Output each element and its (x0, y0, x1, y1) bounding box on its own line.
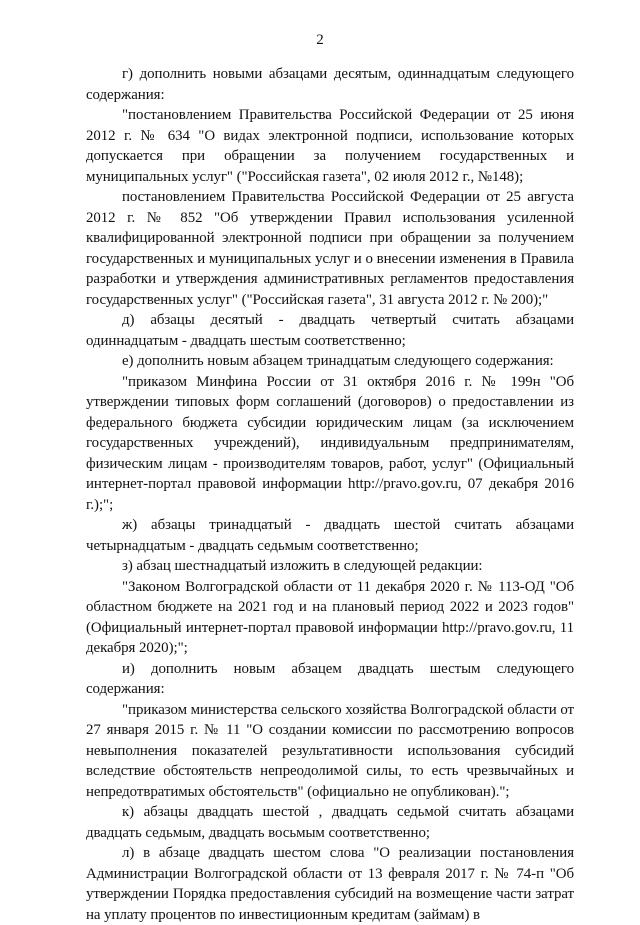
paragraph-amendment-g: г) дополнить новыми абзацами десятым, одиннадцатым следующего содержания: (86, 66, 574, 103)
paragraph-amendment-i: и) дополнить новым абзацем двадцать шестым следующего содержания: (86, 660, 574, 697)
paragraph-amendment-zh: ж) абзацы тринадцатый - двадцать шестой считать абзацами четырнадцатым - двадцать седьмым соответственно; (86, 517, 574, 554)
paragraph-amendment-l: л) в абзаце двадцать шестом слова "О реализации постановления Администрации Волгоградской области от 13 февраля 2017 г. № 74-п "Об утверждении Порядка предоставления субсидий на возмещение части затрат на уплату процентов по инвестиционным кредитам (займам) в (86, 845, 574, 923)
document-body (86, 64, 574, 925)
paragraph-amendment-k: к) абзацы двадцать шестой , двадцать седьмой считать абзацами двадцать седьмым, двадцать восьмым соответственно; (86, 804, 574, 841)
paragraph-quote-order-199n: "приказом Минфина России от 31 октября 2016 г. № 199н "Об утверждении типовых форм соглашений (договоров) о предоставлении из федерального бюджета субсидии юридическим лицам (за исключением государственных учреждений), индивидуальным предпринимателям, физическим лицам - производителям товаров, работ, услуг" (Официальный интернет-портал правовой информации http://pravo.gov.ru, 07 декабря 2016 г.);"; (86, 373, 574, 513)
page-number: 2 (316, 32, 324, 48)
paragraph-amendment-z: з) абзац шестнадцатый изложить в следующей редакции: (122, 558, 483, 574)
paragraph-quote-decree-634: "постановлением Правительства Российской Федерации от 25 июня 2012 г. № 634 "О видах электронной подписи, использование которых допускается при обращении за получением государственных и муниципальных услуг" ("Российская газета", 02 июля 2012 г., №148); (86, 107, 574, 185)
paragraph-amendment-d: д) абзацы десятый - двадцать четвертый считать абзацами одиннадцатым - двадцать шестым соответственно; (86, 312, 574, 349)
paragraph-quote-law-113-od: "Законом Волгоградской области от 11 декабря 2020 г. № 113-ОД "Об областном бюджете на 2021 год и на плановый период 2022 и 2023 годов" (Официальный интернет-портал правовой информации http://pravo.gov.ru, 11 декабря 2020);"; (86, 578, 574, 656)
paragraph-quote-order-11: "приказом министерства сельского хозяйства Волгоградской области от 27 января 2015 г. № 11 "О создании комиссии по рассмотрению вопросов невыполнения показателей результативности использования субсидий вследствие обстоятельств непреодолимой силы, то есть чрезвычайных и непредотвратимых обстоятельств" (официально не опубликован)."; (86, 701, 574, 800)
paragraph-amendment-e: е) дополнить новым абзацем тринадцатым следующего содержания: (122, 353, 554, 369)
paragraph-quote-decree-852: постановлением Правительства Российской Федерации от 25 августа 2012 г. № 852 "Об утверждении Правил использования усиленной квалифицированной электронной подписи при обращении за получением государственных и муниципальных услуг и о внесении изменения в Правила разработки и утверждения административных регламентов предоставления государственных услуг" ("Российская газета", 31 августа 2012 г. № 200);" (86, 189, 574, 308)
